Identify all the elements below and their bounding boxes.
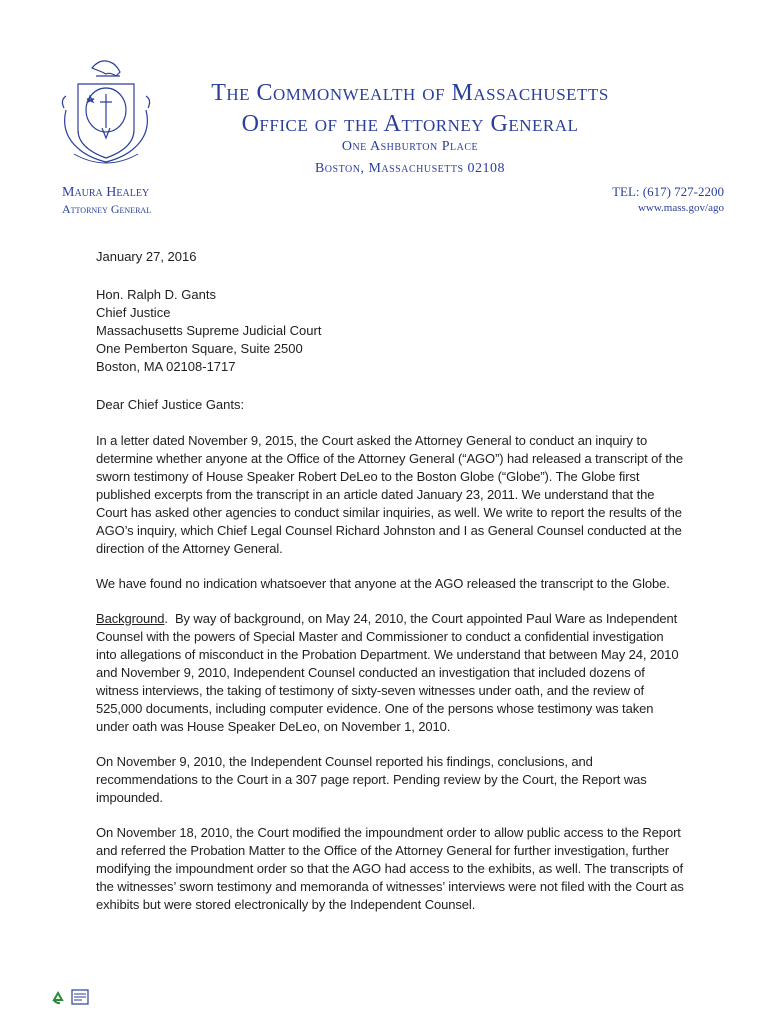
letter-date: January 27, 2016 [96,249,197,264]
recipient-line: One Pemberton Square, Suite 2500 [96,341,303,356]
recipient-line: Massachusetts Supreme Judicial Court [96,323,322,338]
footer-marks [50,986,92,1008]
background-text: By way of background, on May 24, 2010, the Court appointed Paul Ware as Independent Counsel with the powers of Special Master and Commissioner to conduct a confidential investigation into allegations of misconduct in the Probation Department. We understand that between May 24, 2010 and November 9, 2010, Independent Counsel conducted an investigation that included dozens of witness interviews, the taking of testimony of sixty-seven witnesses under oath, and the review of 525,000 documents, including computer evidence. One of the persons whose testimony was taken under oath was House Speaker DeLeo, on November 1, 2010. [96,611,679,734]
city-address: Boston, Massachusetts 02108 [314,161,506,176]
recipient-address [96,286,686,376]
recipient-line: Boston, MA 02108-1717 [96,359,236,374]
office-title: Office of the Attorney General [241,111,579,137]
paragraph-finding: We have found no indication whatsoever that anyone at the AGO released the transcript to the Globe. [96,576,670,591]
background-heading: Background [96,611,165,626]
letter-body [96,248,686,931]
street-address: One Ashburton Place [341,139,479,154]
recipient-line: Chief Justice [96,305,171,320]
recipient-line: Hon. Ralph D. Gants [96,287,216,302]
commonwealth-title: The Commonwealth of Massachusetts [211,80,609,106]
telephone: TEL: (617) 727-2200 [612,184,724,199]
attorney-general-title: Attorney General [62,202,152,216]
union-bug-icon [72,990,88,1004]
paragraph-report: On November 9, 2010, the Independent Counsel reported his findings, conclusions, and recommendations to the Court in a 307 page report. Pending review by the Court, the Report was impounded. [96,754,647,805]
paragraph-background: Background. By way of background, on May 24, 2010, the Court appointed Paul Ware as Independent Counsel with the powers of Special Master and Commissioner to conduct a confidential investigation into allegations of misconduct in the Probation Department. We understand that between May 24, 2010 and November 9, 2010, Independent Counsel conducted an investigation that included dozens of witness interviews, the taking of testimony of sixty-seven witnesses under oath, and the review of 525,000 documents, including computer evidence. One of the persons whose testimony was taken under oath was House Speaker DeLeo, on November 1, 2010. [96,611,679,734]
paragraph-inquiry: In a letter dated November 9, 2015, the Court asked the Attorney General to conduct an inquiry to determine whether anyone at the Office of the Attorney General (“AGO”) had released a transcript of the sworn testimony of House Speaker Robert DeLeo to the Boston Globe (“Globe”). The Globe first published excerpts from the transcript in an article dated January 23, 2011. We understand that the Court has asked other agencies to conduct similar inquiries, as well. We write to report the results of the AGO’s inquiry, which Chief Legal Counsel Richard Johnston and I as General Counsel conducted at the direction of the Attorney General. [96,433,684,556]
website-link[interactable]: www.mass.gov/ago [637,202,724,214]
recycle-icon [54,993,62,1003]
salutation: Dear Chief Justice Gants: [96,397,245,412]
paragraph-impoundment: On November 18, 2010, the Court modified the impoundment order to allow public access to the Report and referred the Probation Matter to the Office of the Attorney General for further investigation, further modifying the impoundment order so that the AGO had access to the exhibits, as well. The transcripts of the witnesses’ sworn testimony and memoranda of witnesses’ interviews were not filed with the Court as exhibits but were stored electronically by the Independent Counsel. [96,825,684,912]
state-seal-icon [52,50,160,180]
attorney-general-name: Maura Healey [62,185,150,200]
